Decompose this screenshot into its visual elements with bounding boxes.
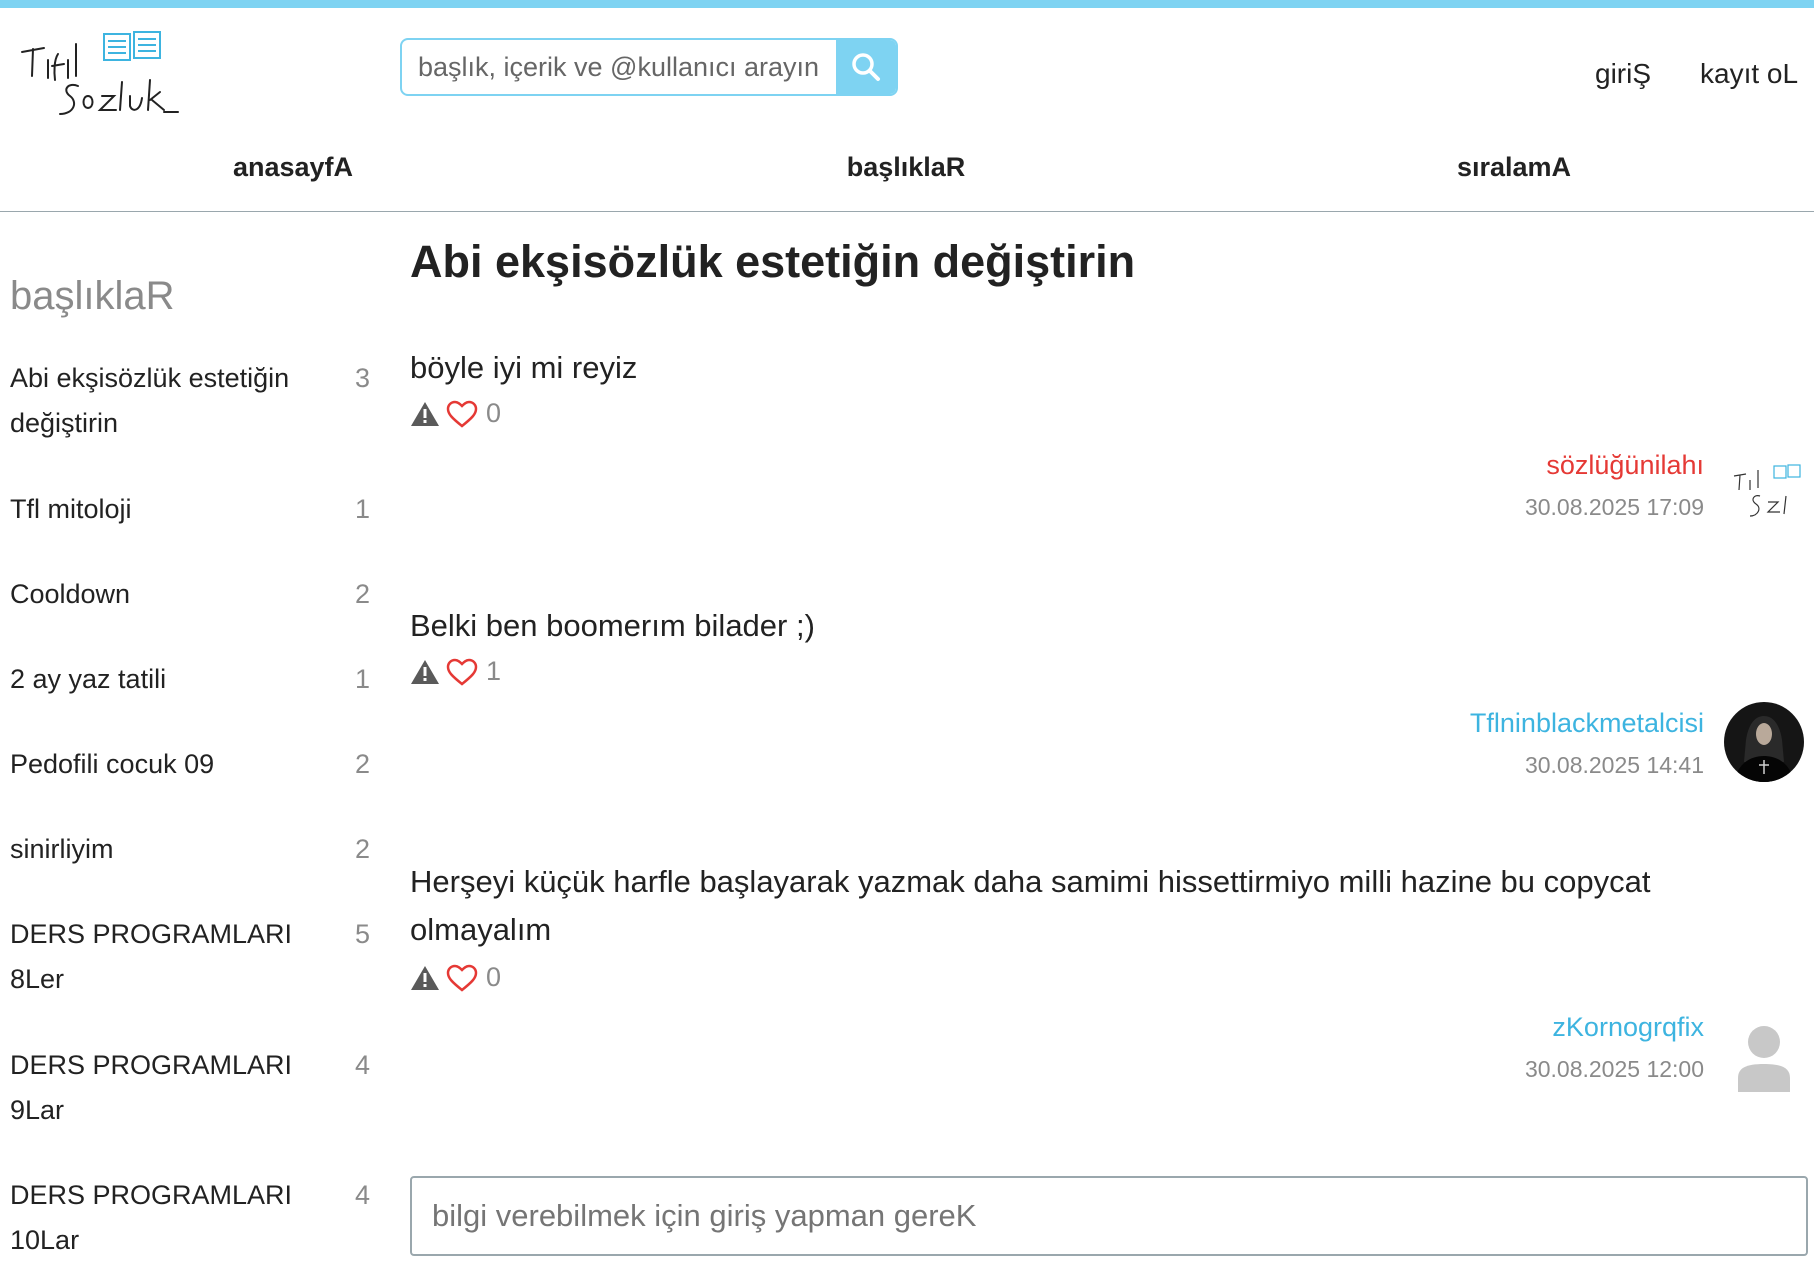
sidebar-topic[interactable] (10, 827, 370, 872)
nav-ranking[interactable]: sıralamA (1456, 152, 1572, 182)
sidebar-topic[interactable] (10, 912, 370, 1002)
topic-count: 1 (354, 664, 370, 694)
topic-label: DERS PROGRAMLARI 8Ler (10, 919, 293, 994)
register-link[interactable]: kayıt oL (1700, 58, 1799, 89)
topic-count: 5 (354, 919, 370, 949)
report-warning-icon[interactable] (410, 658, 440, 686)
default-user-avatar-icon[interactable] (1724, 1020, 1804, 1100)
sidebar-topic[interactable] (10, 1043, 370, 1133)
entry-actions (410, 398, 501, 429)
entry-datetime: 30.08.2025 12:00 (1524, 1056, 1704, 1082)
heart-like-icon[interactable] (446, 400, 478, 428)
entry-actions (410, 962, 501, 993)
site-logo[interactable] (18, 26, 198, 126)
like-count: 0 (486, 962, 502, 992)
topic-label: DERS PROGRAMLARI 10Lar (10, 1180, 293, 1255)
like-count: 1 (486, 656, 502, 686)
topic-count: 3 (354, 363, 370, 393)
heart-like-icon[interactable] (446, 964, 478, 992)
entry-author[interactable]: sözlüğünilahı (1546, 450, 1704, 480)
sidebar-topic[interactable] (10, 356, 370, 446)
entry-author[interactable]: zKornogrqfix (1552, 1012, 1704, 1042)
top-accent-bar (0, 0, 1814, 8)
sidebar-topic[interactable] (10, 1173, 370, 1263)
sidebar-title: başlıklaR (10, 274, 175, 318)
search-button[interactable] (836, 40, 896, 94)
sidebar-topic[interactable] (10, 657, 370, 702)
entry-text: böyle iyi mi reyiz (410, 350, 638, 385)
heart-like-icon[interactable] (446, 658, 478, 686)
like-count: 0 (486, 398, 502, 428)
search-input[interactable] (402, 40, 836, 94)
report-warning-icon[interactable] (410, 400, 440, 428)
topic-count: 2 (354, 834, 370, 864)
author-avatar-logo[interactable] (1724, 456, 1804, 536)
nav-topics[interactable]: başlıklaR (846, 152, 966, 182)
topic-label: DERS PROGRAMLARI 9Lar (10, 1050, 293, 1125)
entry-text: Belki ben boomerım bilader ;) (410, 608, 815, 643)
topic-count: 4 (354, 1180, 370, 1210)
topic-label: 2 ay yaz tatili (10, 664, 167, 694)
topic-count: 1 (354, 494, 370, 524)
nav-home[interactable]: anasayfA (232, 152, 354, 182)
sidebar-topic[interactable] (10, 487, 370, 532)
sidebar-topic[interactable] (10, 742, 370, 787)
topic-label: Tfl mitoloji (10, 494, 132, 524)
comment-input[interactable] (410, 1176, 1808, 1256)
login-link[interactable]: giriŞ (1595, 58, 1652, 89)
page-title: Abi ekşisözlük estetiğin değiştirin (410, 236, 1136, 287)
topic-label: Abi ekşisözlük estetiğin değiştirin (10, 363, 290, 438)
entry-author[interactable]: Tflninblackmetalcisi (1469, 708, 1704, 738)
sidebar-topic[interactable] (10, 572, 370, 617)
search-icon (851, 52, 881, 82)
search-bar (400, 38, 898, 96)
author-avatar-photo[interactable] (1724, 702, 1804, 782)
topic-label: Cooldown (10, 579, 131, 609)
report-warning-icon[interactable] (410, 964, 440, 992)
entry-datetime: 30.08.2025 14:41 (1524, 752, 1704, 778)
entry-text: Herşeyi küçük harfle başlayarak yazmak daha samimi hissettirmiyo milli hazine bu copycat olmayalım (410, 864, 1651, 947)
topic-count: 4 (354, 1050, 370, 1080)
topic-label: sinirliyim (10, 834, 114, 864)
topic-label: Pedofili cocuk 09 (10, 749, 215, 779)
topic-count: 2 (354, 579, 370, 609)
entry-datetime: 30.08.2025 17:09 (1524, 494, 1704, 520)
topic-count: 2 (354, 749, 370, 779)
header (0, 8, 1814, 212)
entry-actions (410, 656, 501, 687)
